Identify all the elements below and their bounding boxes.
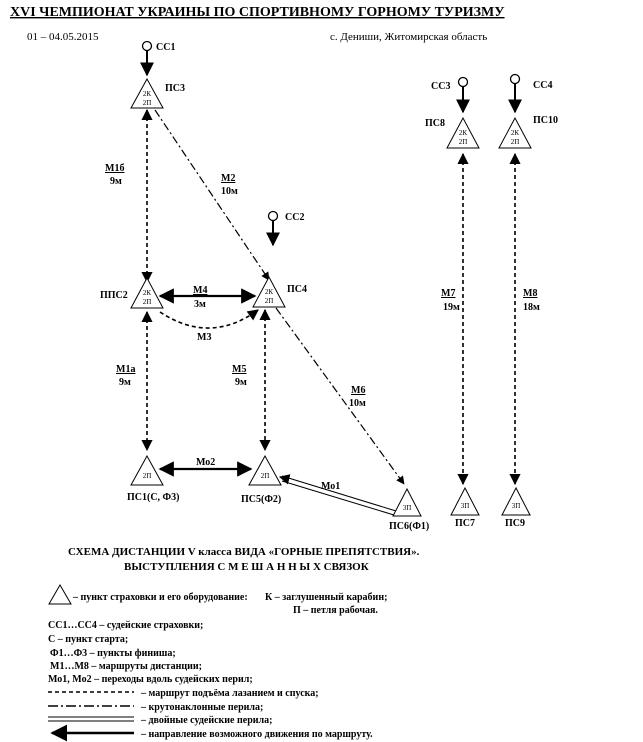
belay-cc4 — [511, 75, 553, 113]
route-mo2-name: Мо2 — [196, 457, 216, 468]
belay-cc3 — [431, 78, 468, 113]
route-m8-name: М8 — [523, 288, 538, 299]
route-m2-line — [155, 110, 269, 280]
node-ps9-p: 3П — [511, 502, 521, 510]
node-ps4-p: 2П — [264, 297, 274, 305]
competition-location: с. Дениши, Житомирская область — [330, 31, 488, 43]
node-ps5-label: ПС5(Ф2) — [241, 494, 282, 505]
node-ps3-k: 2К — [142, 90, 152, 98]
node-pps2-k: 2К — [142, 289, 152, 297]
node-ps6-label: ПС6(Ф1) — [389, 521, 430, 532]
page-title: XVI ЧЕМПИОНАТ УКРАИНЫ ПО СПОРТИВНОМУ ГОРНОМУ ТУРИЗМУ — [10, 5, 505, 20]
node-ps1-label: ПС1(С, Ф3) — [127, 492, 180, 503]
node-ps1 — [127, 456, 179, 503]
belay-cc2 — [269, 212, 305, 246]
node-ps3-label: ПС3 — [165, 83, 185, 94]
legend — [48, 585, 387, 740]
belay-cc4-label: СС4 — [533, 80, 553, 91]
legend-p-note: П – петля рабочая. — [293, 605, 378, 616]
route-m8-length: 18м — [523, 302, 540, 313]
route-m1a-length: 9м — [119, 377, 131, 388]
node-ps7 — [451, 488, 479, 529]
route-m3-name: М3 — [197, 332, 212, 343]
node-ps5-p: 2П — [260, 472, 270, 480]
node-ps7-label: ПС7 — [455, 518, 475, 529]
belay-cc3-label: СС3 — [431, 81, 451, 92]
route-m2-length: 10м — [221, 186, 238, 197]
route-m6-name: М6 — [351, 385, 366, 396]
node-ps8 — [425, 118, 479, 148]
route-m4-name: М4 — [193, 285, 208, 296]
node-ps3-p: 2П — [142, 99, 152, 107]
route-m3-line — [160, 310, 258, 328]
legend-double-text: – двойные судейские перила; — [141, 715, 273, 726]
competition-dates: 01 – 04.05.2015 — [27, 31, 99, 43]
route-m4-length: 3м — [194, 299, 206, 310]
route-m6-length: 10м — [349, 398, 366, 409]
route-m7-name: М7 — [441, 288, 456, 299]
route-m1b-length: 9м — [110, 176, 122, 187]
node-ps5 — [241, 456, 281, 505]
node-pps2 — [100, 278, 163, 308]
legend-m: М1…М8 – маршруты дистанции; — [50, 661, 202, 672]
legend-triangle-icon — [49, 585, 71, 604]
scheme-caption-line2: ВЫСТУПЛЕНИЯ С М Е Ш А Н Н Ы Х СВЯЗОК — [124, 561, 369, 573]
node-ps10-p: 2П — [510, 138, 520, 146]
node-pps2-label: ППС2 — [100, 290, 128, 301]
node-ps4 — [253, 277, 307, 307]
node-ps7-p: 3П — [460, 502, 470, 510]
route-m2-name: М2 — [221, 173, 236, 184]
node-ps6-p: 3П — [402, 504, 412, 512]
scheme-caption-line1: СХЕМА ДИСТАНЦИИ V класса ВИДА «ГОРНЫЕ ПРЕПЯТСТВИЯ». — [68, 546, 420, 558]
node-ps10 — [499, 115, 558, 148]
legend-dashed-text: – маршрут подъёма лазанием и спуска; — [141, 688, 319, 699]
route-m6-line — [276, 308, 404, 484]
node-ps4-label: ПС4 — [287, 284, 307, 295]
route-m1a-name: М1а — [116, 364, 136, 375]
node-ps9-label: ПС9 — [505, 518, 525, 529]
legend-triangle-text: – пункт страховки и его оборудование: — [73, 592, 248, 603]
legend-mo: Мо1, Мо2 – переходы вдоль судейских перил; — [48, 674, 253, 685]
route-m5-name: М5 — [232, 364, 247, 375]
node-ps10-label: ПС10 — [533, 115, 558, 126]
legend-f: Ф1…Ф3 – пункты финиша; — [50, 648, 176, 659]
node-ps8-k: 2К — [458, 129, 468, 137]
belay-cc1 — [143, 42, 176, 76]
legend-cc: СС1…СС4 – судейские страховки; — [48, 620, 204, 631]
node-ps3 — [131, 79, 185, 108]
route-m5-length: 9м — [235, 377, 247, 388]
route-m7-length: 19м — [443, 302, 460, 313]
node-ps8-p: 2П — [458, 138, 468, 146]
node-ps4-k: 2К — [264, 288, 274, 296]
node-ps1-p: 2П — [142, 472, 152, 480]
route-mo1-name: Мо1 — [321, 481, 341, 492]
legend-dashdot-text: – крутонаклонные перила; — [141, 702, 264, 713]
belay-cc2-label: СС2 — [285, 212, 305, 223]
node-ps8-label: ПС8 — [425, 118, 445, 129]
belay-cc1-label: СС1 — [156, 42, 176, 53]
legend-c: С – пункт старта; — [48, 634, 129, 645]
legend-arrow-text: – направление возможного движения по маршруту. — [141, 729, 373, 740]
node-ps9 — [502, 488, 530, 529]
node-pps2-p: 2П — [142, 298, 152, 306]
node-ps10-k: 2К — [510, 129, 520, 137]
route-m1b-name: М1б — [105, 163, 125, 174]
legend-k-note: К – заглушенный карабин; — [265, 592, 388, 603]
